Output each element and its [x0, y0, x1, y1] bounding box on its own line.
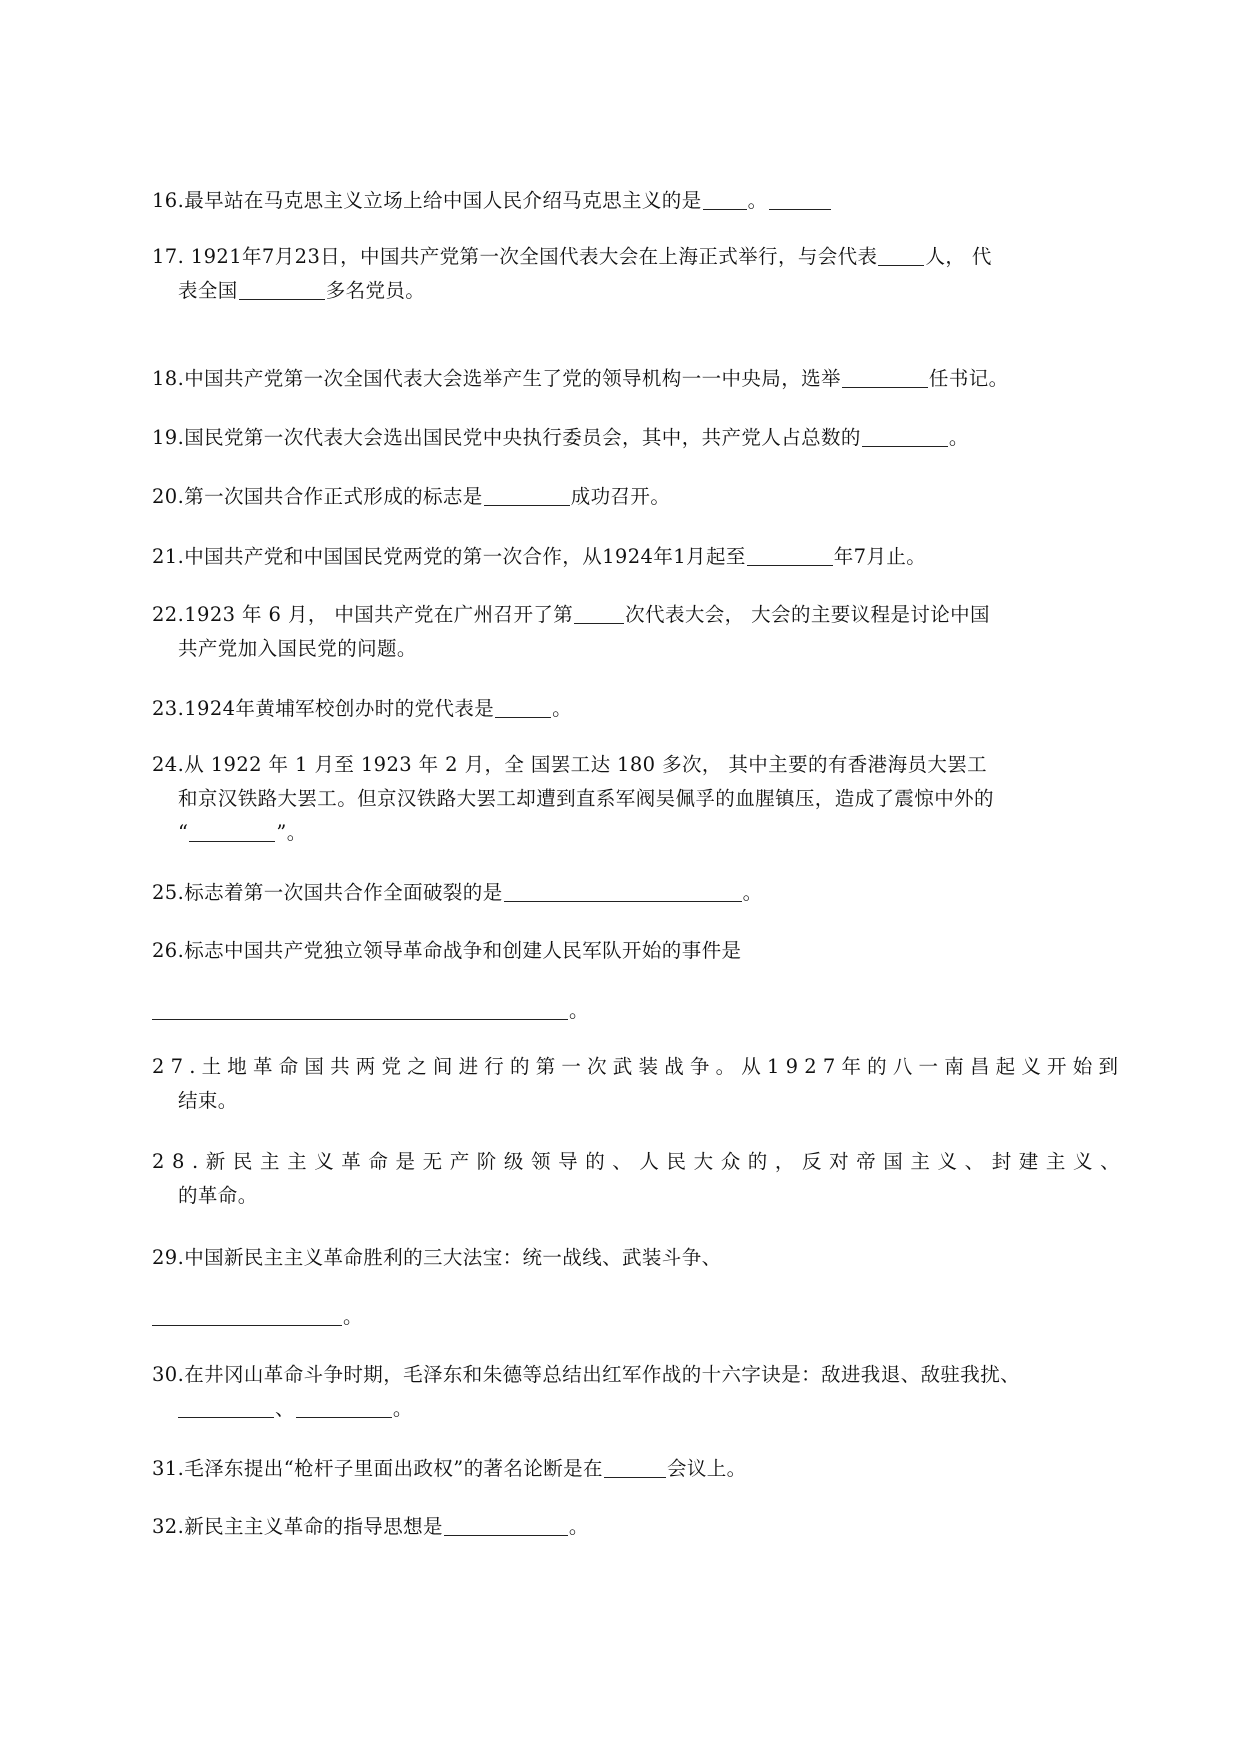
q23-blank	[495, 697, 551, 718]
q29-blank	[152, 1305, 342, 1326]
q16-blank	[703, 189, 747, 210]
question-17	[152, 240, 1087, 308]
q19-blank	[862, 426, 948, 447]
question-21	[152, 540, 1087, 574]
q21-tail: 年7月止。	[833, 545, 927, 568]
q27-line2: 结束。	[178, 1089, 238, 1112]
q24-line2: 和京汉铁路大罢工。但京汉铁路大罢工却遭到直系军阀吴佩孚的血腥镇压，造成了震惊中外的	[178, 787, 994, 810]
q26-line1: 26.标志中国共产党独立领导革命战争和创建人民军队开始的事件是	[152, 939, 742, 962]
question-16	[152, 184, 1087, 218]
q23-tail: 。	[552, 697, 573, 720]
q18-text: 18.中国共产党第一次全国代表大会选举产生了党的领导机构一一中央局，选举	[152, 367, 841, 390]
q26-blank	[152, 999, 568, 1020]
question-27	[152, 1050, 1125, 1118]
q20-tail: 成功召开。	[570, 485, 671, 508]
q26-tail: 。	[569, 999, 589, 1022]
q30-blank-2	[296, 1397, 392, 1418]
question-18	[152, 362, 1087, 396]
q16-text: 16.最早站在马克思主义立场上给中国人民介绍马克思主义的是	[152, 189, 702, 212]
q30-blank-1	[178, 1397, 274, 1418]
q18-blank	[842, 367, 928, 388]
q19-tail: 。	[948, 426, 969, 449]
q21-blank	[747, 545, 833, 566]
q23-text: 23.1924年黄埔军校创办时的党代表是	[152, 697, 495, 720]
q28-line2: 的革命。	[178, 1184, 258, 1207]
q17-blank-2	[239, 279, 325, 300]
q29-line1: 29.中国新民主主义革命胜利的三大法宝：统一战线、武装斗争、	[152, 1246, 722, 1269]
question-26-answer-line	[152, 994, 1087, 1028]
question-29-answer-line	[152, 1300, 1087, 1334]
q17-line1-b: 人， 代	[925, 245, 992, 268]
q30-sep: 、	[275, 1397, 295, 1420]
q25-tail: 。	[742, 881, 763, 904]
q24-blank	[189, 821, 275, 842]
q25-text: 25.标志着第一次国共合作全面破裂的是	[152, 881, 503, 904]
q31-blank	[604, 1457, 666, 1478]
q21-text: 21.中国共产党和中国国民党两党的第一次合作，从1924年1月起至	[152, 545, 746, 568]
q16-tail: 。	[747, 189, 768, 212]
question-20	[152, 480, 1087, 514]
question-31	[152, 1452, 1087, 1486]
q28-line1: 28.新民主主义革命是无产阶级领导的、人民大众的，反对帝国主义、封建主义、	[152, 1150, 1128, 1173]
question-29	[152, 1241, 1087, 1275]
q22-line2: 共产党加入国民党的问题。	[178, 637, 417, 660]
q24-line3-b: ”。	[276, 821, 307, 844]
question-22	[152, 598, 1087, 666]
question-26	[152, 934, 1087, 968]
question-25	[152, 876, 1087, 910]
question-28	[152, 1145, 1128, 1213]
q27-line1: 27.土地革命国共两党之间进行的第一次武装战争。从1927年的八一南昌起义开始到	[152, 1055, 1125, 1078]
q31-text: 31.毛泽东提出“枪杆子里面出政权”的著名论断是在	[152, 1457, 603, 1480]
q25-blank	[504, 881, 742, 902]
q17-line1-a: 17. 1921年7月23日，中国共产党第一次全国代表大会在上海正式举行，与会代表	[152, 245, 878, 268]
q17-line2-a: 表全国	[178, 279, 238, 302]
question-32	[152, 1510, 1087, 1544]
question-24	[152, 748, 1087, 850]
q32-tail: 。	[568, 1515, 589, 1538]
question-23	[152, 692, 1087, 726]
q22-blank	[574, 603, 624, 624]
question-19	[152, 421, 1087, 455]
q31-tail: 会议上。	[666, 1457, 747, 1480]
q32-blank	[444, 1515, 568, 1536]
q32-text: 32.新民主主义革命的指导思想是	[152, 1515, 443, 1538]
q20-text: 20.第一次国共合作正式形成的标志是	[152, 485, 483, 508]
q18-tail: 任书记。	[928, 367, 1009, 390]
q24-line3-a: “	[178, 821, 189, 844]
q29-tail: 。	[343, 1305, 363, 1328]
q20-blank	[484, 485, 570, 506]
q17-line2-b: 多名党员。	[325, 279, 426, 302]
q24-line1: 24.从 1922 年 1 月至 1923 年 2 月，全 国罢工达 180 多次， 其中主要的有香港海员大罢工	[152, 753, 988, 776]
q19-text: 19.国民党第一次代表大会选出国民党中央执行委员会，其中，共产党人占总数的	[152, 426, 861, 449]
q30-line1: 30.在井冈山革命斗争时期，毛泽东和朱德等总结出红军作战的十六字诀是：敌进我退、敌驻我扰、	[152, 1363, 1021, 1386]
q30-tail: 。	[392, 1397, 413, 1420]
question-30	[152, 1358, 1087, 1426]
q22-line1-b: 次代表大会， 大会的主要议程是讨论中国	[625, 603, 990, 626]
q22-line1-a: 22.1923 年 6 月， 中国共产党在广州召开了第	[152, 603, 574, 626]
q17-blank-1	[878, 245, 924, 266]
q16-blank-2	[769, 189, 831, 210]
